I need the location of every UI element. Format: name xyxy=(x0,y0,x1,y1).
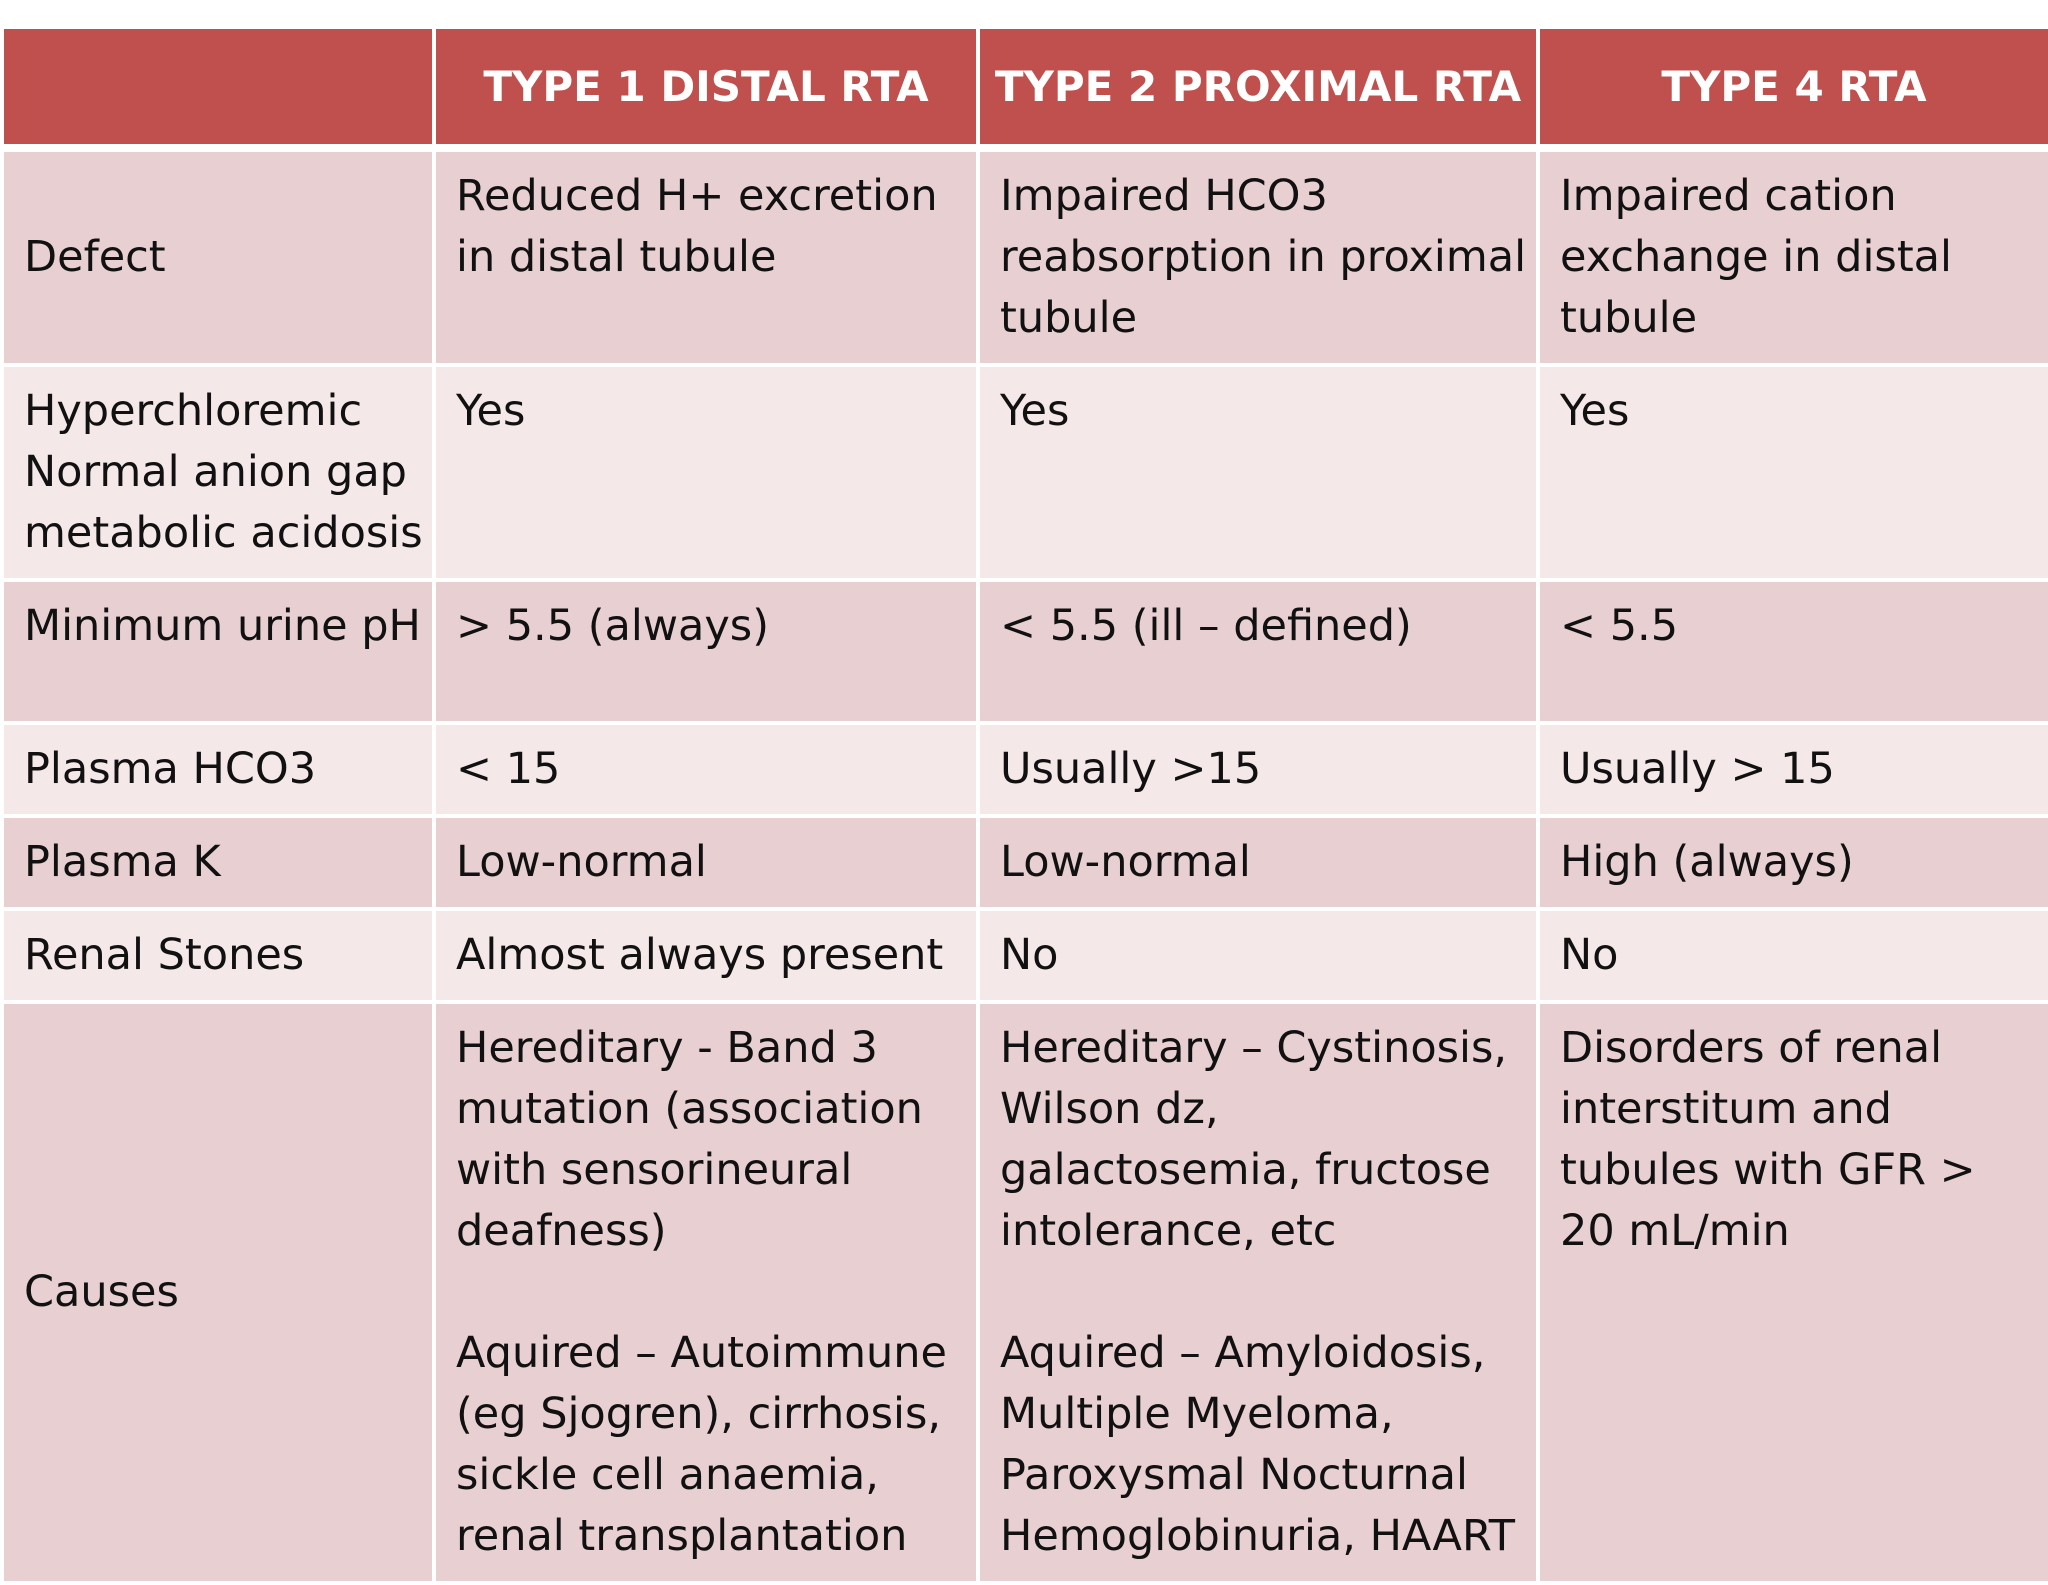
cell-acidosis-type1: Yes xyxy=(434,365,978,580)
row-label-acidosis: Hyperchloremic Normal anion gap metabolic acidosis xyxy=(2,365,434,580)
cell-acidosis-type2: Yes xyxy=(978,365,1538,580)
causes-type2-spacer xyxy=(1000,1262,1528,1323)
cell-defect-type4: Impaired cation exchange in distal tubule xyxy=(1538,148,2048,365)
cell-renal-stones-type2: No xyxy=(978,909,1538,1002)
cell-plasma-hco3-type1: < 15 xyxy=(434,723,978,816)
cell-acidosis-type4: Yes xyxy=(1538,365,2048,580)
cell-defect-type2: Impaired HCO3 reabsorption in proximal tubule xyxy=(978,148,1538,365)
cell-causes-type1 xyxy=(434,1002,978,1583)
cell-plasma-hco3-type2: Usually >15 xyxy=(978,723,1538,816)
table-row-renal-stones xyxy=(2,909,2048,1002)
cell-urine-ph-type4: < 5.5 xyxy=(1538,580,2048,723)
rta-comparison-table xyxy=(0,25,2048,1585)
causes-type2-hereditary: Hereditary – Cystinosis, Wilson dz, galactosemia, fructose intolerance, etc xyxy=(1000,1023,1508,1256)
cell-defect-type1: Reduced H+ excretion in distal tubule xyxy=(434,148,978,365)
row-label-plasma-k: Plasma K xyxy=(2,816,434,909)
cell-plasma-k-type2: Low-normal xyxy=(978,816,1538,909)
cell-renal-stones-type1: Almost always present xyxy=(434,909,978,1002)
table-row-plasma-hco3 xyxy=(2,723,2048,816)
row-label-causes: Causes xyxy=(2,1002,434,1583)
table-row-urine-ph xyxy=(2,580,2048,723)
header-type4-rta: TYPE 4 RTA xyxy=(1538,27,2048,148)
row-label-urine-ph: Minimum urine pH xyxy=(2,580,434,723)
causes-type1-acquired: Aquired – Autoimmune (eg Sjogren), cirrhosis, sickle cell anaemia, renal transplantation xyxy=(456,1328,947,1561)
cell-plasma-hco3-type4: Usually > 15 xyxy=(1538,723,2048,816)
table-row-plasma-k xyxy=(2,816,2048,909)
header-type1-distal-rta: TYPE 1 DISTAL RTA xyxy=(434,27,978,148)
row-label-plasma-hco3: Plasma HCO3 xyxy=(2,723,434,816)
table-row-defect xyxy=(2,148,2048,365)
cell-renal-stones-type4: No xyxy=(1538,909,2048,1002)
causes-type1-hereditary: Hereditary - Band 3 mutation (association with sensorineural deafness) xyxy=(456,1023,923,1256)
cell-causes-type4: Disorders of renal interstitum and tubules with GFR > 20 mL/min xyxy=(1538,1002,2048,1583)
header-row xyxy=(2,27,2048,148)
header-corner xyxy=(2,27,434,148)
causes-type2-acquired: Aquired – Amyloidosis, Multiple Myeloma, Paroxysmal Nocturnal Hemoglobinuria, HAART xyxy=(1000,1328,1515,1561)
row-label-defect: Defect xyxy=(2,148,434,365)
cell-causes-type2 xyxy=(978,1002,1538,1583)
cell-urine-ph-type2: < 5.5 (ill – defined) xyxy=(978,580,1538,723)
cell-plasma-k-type1: Low-normal xyxy=(434,816,978,909)
row-label-renal-stones: Renal Stones xyxy=(2,909,434,1002)
causes-type1-spacer xyxy=(456,1262,968,1323)
cell-urine-ph-type1: > 5.5 (always) xyxy=(434,580,978,723)
header-type2-proximal-rta: TYPE 2 PROXIMAL RTA xyxy=(978,27,1538,148)
table-row-acidosis xyxy=(2,365,2048,580)
cell-plasma-k-type4: High (always) xyxy=(1538,816,2048,909)
table-row-causes xyxy=(2,1002,2048,1583)
